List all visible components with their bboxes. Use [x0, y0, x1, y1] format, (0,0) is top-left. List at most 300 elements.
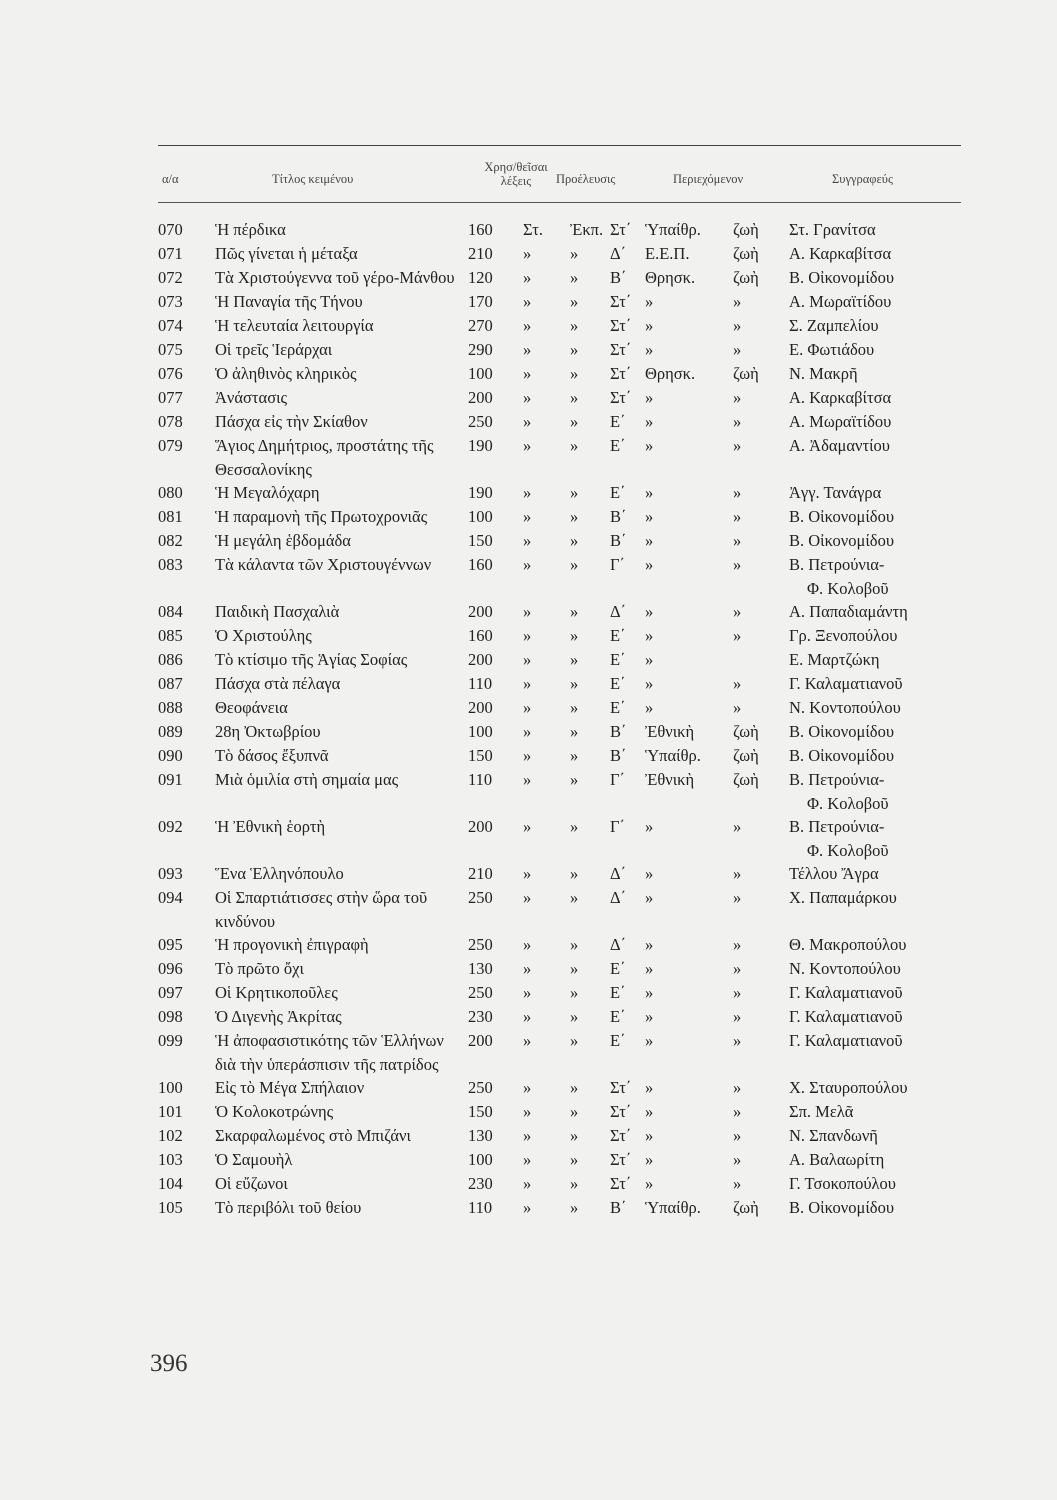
row-life: »: [733, 1031, 742, 1050]
row-author: [789, 1076, 959, 1100]
row-word-count: 190: [468, 436, 493, 455]
row-life: ζωὴ: [733, 364, 759, 383]
row-content: »: [645, 292, 654, 311]
table-row: [0, 529, 1057, 553]
row-origin-1: »: [523, 626, 532, 645]
row-title: Πάσχα στὰ πέλαγα: [215, 674, 341, 693]
table-row: [0, 290, 1057, 314]
row-origin-1: »: [523, 1198, 532, 1217]
row-class: Β΄: [610, 268, 627, 287]
row-title: Ἡ Μεγαλόχαρη: [215, 483, 320, 502]
row-class: Δ΄: [610, 935, 627, 954]
table-row: [0, 1172, 1057, 1196]
table-row: [0, 744, 1057, 768]
row-origin-2: »: [570, 650, 579, 669]
table-row: [0, 933, 1057, 957]
row-origin-2: »: [570, 292, 579, 311]
row-origin-1: »: [523, 935, 532, 954]
row-author: [789, 981, 959, 1005]
row-number: 096: [158, 959, 183, 978]
row-author-line: Στ. Γρανίτσα: [789, 220, 876, 239]
row-number: 088: [158, 698, 183, 717]
row-author-line: Ε. Φωτιάδου: [789, 340, 875, 359]
row-content: »: [645, 1078, 654, 1097]
header-rule: [158, 202, 961, 203]
row-number: 090: [158, 746, 183, 765]
row-author-line: Γ. Καλαματιανοῦ: [789, 983, 903, 1002]
row-author: [789, 696, 959, 720]
table-row: [0, 1029, 1057, 1076]
row-origin-1: »: [523, 770, 532, 789]
row-word-count: 210: [468, 244, 493, 263]
row-number: 071: [158, 244, 183, 263]
row-life: »: [733, 888, 742, 907]
row-life: »: [733, 412, 742, 431]
row-class: Ε΄: [610, 983, 626, 1002]
row-title: Ἡ ἀποφασιστικότης τῶν Ἑλλήνων διὰ τὴν ὑπεράσπισιν τῆς πατρίδος: [215, 1031, 444, 1074]
row-life: »: [733, 316, 742, 335]
header-author: Συγγραφεύς: [832, 172, 893, 186]
row-author: [789, 624, 959, 648]
row-number: 084: [158, 602, 183, 621]
table-row: [0, 886, 1057, 933]
row-number: 082: [158, 531, 183, 550]
row-author: [789, 218, 959, 242]
row-word-count: 160: [468, 555, 493, 574]
table-row: [0, 600, 1057, 624]
row-number: 104: [158, 1174, 183, 1193]
row-life: »: [733, 1174, 742, 1193]
row-word-count: 100: [468, 722, 493, 741]
row-origin-2: »: [570, 959, 579, 978]
table-row: [0, 362, 1057, 386]
row-number: 074: [158, 316, 183, 335]
row-title: Ὁ Διγενὴς Ἀκρίτας: [215, 1007, 342, 1026]
row-origin-1: »: [523, 1126, 532, 1145]
row-life: »: [733, 864, 742, 883]
row-class: Β΄: [610, 531, 627, 550]
row-origin-2: »: [570, 1174, 579, 1193]
row-life: »: [733, 531, 742, 550]
table-row: [0, 434, 1057, 481]
row-number: 079: [158, 436, 183, 455]
header-title: Τίτλος κειμένου: [272, 172, 354, 186]
row-author: [789, 862, 959, 886]
row-content: »: [645, 531, 654, 550]
row-author-line: Α. Καρκαβίτσα: [789, 244, 892, 263]
row-author-line: Σ. Ζαμπελίου: [789, 316, 879, 335]
row-title: Πάσχα εἰς τὴν Σκίαθον: [215, 412, 368, 431]
row-content: »: [645, 935, 654, 954]
table-row: [0, 768, 1057, 815]
row-life: »: [733, 555, 742, 574]
row-author: [789, 553, 959, 600]
row-origin-1: »: [523, 1102, 532, 1121]
row-origin-2: »: [570, 935, 579, 954]
row-author-line: Ν. Κοντοπούλου: [789, 959, 901, 978]
row-origin-1: »: [523, 1078, 532, 1097]
row-origin-2: »: [570, 1078, 579, 1097]
row-origin-1: »: [523, 268, 532, 287]
row-life: »: [733, 698, 742, 717]
table-row: [0, 957, 1057, 981]
row-origin-1: »: [523, 722, 532, 741]
row-life: »: [733, 1007, 742, 1026]
table-row: [0, 218, 1057, 242]
row-title: Οἱ Κρητικοποῦλες: [215, 983, 338, 1002]
row-origin-1: »: [523, 531, 532, 550]
row-number: 101: [158, 1102, 183, 1121]
row-author-line: Α. Καρκαβίτσα: [789, 388, 892, 407]
row-number: 086: [158, 650, 183, 669]
row-author-line: Β. Οἰκονομίδου: [789, 268, 895, 287]
row-class: Στ΄: [610, 364, 632, 383]
row-author-line: Χ. Σταυροπούλου: [789, 1078, 908, 1097]
row-class: Στ΄: [610, 1102, 632, 1121]
row-content: »: [645, 1126, 654, 1145]
row-origin-2: »: [570, 412, 579, 431]
row-word-count: 150: [468, 1102, 493, 1121]
row-origin-2: »: [570, 555, 579, 574]
table-row: [0, 481, 1057, 505]
row-content: Ὑπαίθρ.: [645, 746, 701, 765]
header-origin: Προέλευσις: [556, 172, 616, 186]
table-row: [0, 314, 1057, 338]
row-life: ζωὴ: [733, 1198, 759, 1217]
table-row: [0, 624, 1057, 648]
row-origin-1: »: [523, 674, 532, 693]
row-content: Ὑπαίθρ.: [645, 220, 701, 239]
row-word-count: 230: [468, 1174, 493, 1193]
row-word-count: 130: [468, 1126, 493, 1145]
row-origin-1: »: [523, 698, 532, 717]
table-row: [0, 648, 1057, 672]
row-author-line: Ν. Κοντοπούλου: [789, 698, 901, 717]
row-title: Σκαρφαλωμένος στὸ Μπιζάνι: [215, 1126, 411, 1145]
row-number: 072: [158, 268, 183, 287]
row-author: [789, 1196, 959, 1220]
row-content: »: [645, 1150, 654, 1169]
row-class: Ε΄: [610, 483, 626, 502]
row-origin-1: »: [523, 340, 532, 359]
row-content: »: [645, 1031, 654, 1050]
row-content: »: [645, 674, 654, 693]
row-title: Εἰς τὸ Μέγα Σπήλαιον: [215, 1078, 365, 1097]
row-class: Ε΄: [610, 650, 626, 669]
row-origin-1: »: [523, 650, 532, 669]
row-word-count: 250: [468, 983, 493, 1002]
row-title: Παιδικὴ Πασχαλιὰ: [215, 602, 340, 621]
row-author-line: Γρ. Ξενοπούλου: [789, 626, 898, 645]
row-origin-2: »: [570, 1198, 579, 1217]
row-author-line: Ε. Μαρτζώκη: [789, 650, 880, 669]
row-author-line: Β. Οἰκονομίδου: [789, 531, 895, 550]
row-word-count: 200: [468, 388, 493, 407]
row-class: Β΄: [610, 746, 627, 765]
row-title: Τὰ κάλαντα τῶν Χριστουγέννων: [215, 555, 432, 574]
row-title: Ἀνάστασις: [215, 388, 288, 407]
row-origin-1: Στ.: [523, 220, 544, 239]
row-title: Ὁ Σαμουὴλ: [215, 1150, 293, 1169]
table-row: [0, 815, 1057, 862]
row-life: »: [733, 483, 742, 502]
row-title: Οἱ τρεῖς Ἱεράρχαι: [215, 340, 333, 359]
row-title: Πῶς γίνεται ἡ μέταξα: [215, 244, 358, 263]
row-origin-1: »: [523, 292, 532, 311]
table-body: [0, 218, 1057, 1220]
row-author-line: Β. Πετρούνια-: [789, 770, 885, 789]
row-word-count: 200: [468, 650, 493, 669]
row-origin-2: »: [570, 983, 579, 1002]
table-row: [0, 1100, 1057, 1124]
row-author: [789, 744, 959, 768]
row-content: Θρησκ.: [645, 268, 696, 287]
row-title: Τὰ Χριστούγεννα τοῦ γέρο-Μάνθου: [215, 268, 455, 287]
row-class: Δ΄: [610, 864, 627, 883]
row-number: 105: [158, 1198, 183, 1217]
row-word-count: 110: [468, 770, 493, 789]
row-origin-2: »: [570, 483, 579, 502]
row-author: [789, 648, 959, 672]
header-content: Περιεχόμενον: [673, 172, 744, 186]
row-content: »: [645, 698, 654, 717]
row-word-count: 100: [468, 364, 493, 383]
row-origin-1: »: [523, 983, 532, 1002]
row-origin-1: »: [523, 1174, 532, 1193]
row-author-line: Α. Μωραϊτίδου: [789, 412, 892, 431]
row-life: »: [733, 1078, 742, 1097]
row-author: [789, 1005, 959, 1029]
row-class: Ε΄: [610, 436, 626, 455]
row-class: Στ΄: [610, 220, 632, 239]
row-content: »: [645, 626, 654, 645]
row-word-count: 230: [468, 1007, 493, 1026]
row-title: Ἡ Ἐθνικὴ ἑορτὴ: [215, 817, 326, 836]
page-number: 396: [150, 1350, 188, 1377]
row-author-line: Γ. Καλαματιανοῦ: [789, 1007, 903, 1026]
row-author: [789, 957, 959, 981]
row-origin-2: »: [570, 888, 579, 907]
table-row: [0, 386, 1057, 410]
row-life: »: [733, 959, 742, 978]
row-content: »: [645, 959, 654, 978]
row-origin-1: »: [523, 364, 532, 383]
row-origin-2: »: [570, 340, 579, 359]
row-word-count: 120: [468, 268, 493, 287]
row-number: 092: [158, 817, 183, 836]
row-content: »: [645, 1174, 654, 1193]
table-row: [0, 1124, 1057, 1148]
row-author-line: Α. Ἀδαμαντίου: [789, 436, 890, 455]
row-author-line: Γ. Καλαματιανοῦ: [789, 674, 903, 693]
row-author: [789, 1100, 959, 1124]
row-author-line: Ν. Μακρῆ: [789, 364, 858, 383]
row-class: Ε΄: [610, 959, 626, 978]
row-life: »: [733, 983, 742, 1002]
row-class: Ε΄: [610, 1007, 626, 1026]
row-title: Ἡ παραμονὴ τῆς Πρωτοχρονιᾶς: [215, 507, 428, 526]
row-title: Οἱ Σπαρτιάτισσες στὴν ὥρα τοῦ κινδύνου: [215, 888, 428, 931]
row-word-count: 250: [468, 1078, 493, 1097]
row-origin-1: »: [523, 244, 532, 263]
row-class: Στ΄: [610, 1078, 632, 1097]
row-origin-1: »: [523, 483, 532, 502]
row-number: 103: [158, 1150, 183, 1169]
header-count-line2: λέξεις: [500, 174, 532, 188]
row-content: »: [645, 555, 654, 574]
row-word-count: 110: [468, 1198, 493, 1217]
row-content: »: [645, 1102, 654, 1121]
row-origin-2: »: [570, 268, 579, 287]
row-origin-2: »: [570, 244, 579, 263]
row-word-count: 190: [468, 483, 493, 502]
row-author: [789, 933, 959, 957]
row-life: ζωὴ: [733, 722, 759, 741]
row-origin-2: »: [570, 531, 579, 550]
row-origin-1: »: [523, 388, 532, 407]
row-word-count: 160: [468, 626, 493, 645]
row-origin-2: »: [570, 364, 579, 383]
row-origin-1: »: [523, 555, 532, 574]
row-author-line: Φ. Κολοβοῦ: [807, 840, 889, 860]
row-life: »: [733, 626, 742, 645]
row-author: [789, 886, 959, 910]
row-content: Θρησκ.: [645, 364, 696, 383]
row-title: Ὁ Χριστούλης: [215, 626, 312, 645]
row-origin-2: »: [570, 316, 579, 335]
row-content: »: [645, 436, 654, 455]
row-author-line: Α. Παπαδιαμάντη: [789, 602, 908, 621]
row-life: »: [733, 292, 742, 311]
row-author-line: Θ. Μακροπούλου: [789, 935, 907, 954]
row-content: »: [645, 483, 654, 502]
row-title: Τὸ κτίσιμο τῆς Ἁγίας Σοφίας: [215, 650, 408, 669]
row-word-count: 150: [468, 531, 493, 550]
row-origin-2: »: [570, 1031, 579, 1050]
row-title: Θεοφάνεια: [215, 698, 288, 717]
row-author: [789, 672, 959, 696]
row-word-count: 200: [468, 1031, 493, 1050]
row-class: Ε΄: [610, 412, 626, 431]
row-word-count: 200: [468, 602, 493, 621]
row-number: 076: [158, 364, 183, 383]
row-class: Γ΄: [610, 770, 626, 789]
row-title: Οἱ εὔζωνοι: [215, 1174, 288, 1193]
row-title: Ὁ ἀληθινὸς κληρικὸς: [215, 364, 357, 383]
row-number: 077: [158, 388, 183, 407]
row-number: 070: [158, 220, 183, 239]
row-number: 100: [158, 1078, 183, 1097]
row-author: [789, 338, 959, 362]
row-content: »: [645, 412, 654, 431]
table-row: [0, 1148, 1057, 1172]
row-origin-1: »: [523, 507, 532, 526]
row-origin-1: »: [523, 1007, 532, 1026]
row-life: ζωὴ: [733, 770, 759, 789]
row-class: Δ΄: [610, 244, 627, 263]
row-content: »: [645, 340, 654, 359]
row-title: Ἅγιος Δημήτριος, προστάτης τῆς Θεσσαλονίκης: [215, 436, 434, 479]
table-row: [0, 862, 1057, 886]
row-author-line: Χ. Παπαμάρκου: [789, 888, 897, 907]
row-author-line: Ἀγγ. Τανάγρα: [789, 483, 882, 502]
row-title: Ἡ Παναγία τῆς Τήνου: [215, 292, 363, 311]
row-origin-1: »: [523, 602, 532, 621]
row-word-count: 200: [468, 698, 493, 717]
row-content: »: [645, 817, 654, 836]
header-aa: α/α: [162, 172, 179, 186]
row-content: Ἐθνικὴ: [645, 770, 695, 789]
table-row: [0, 981, 1057, 1005]
row-class: Ε΄: [610, 698, 626, 717]
row-origin-2: »: [570, 1007, 579, 1026]
row-content: »: [645, 888, 654, 907]
row-author: [789, 505, 959, 529]
row-number: 087: [158, 674, 183, 693]
row-word-count: 270: [468, 316, 493, 335]
row-life: »: [733, 340, 742, 359]
row-number: 094: [158, 888, 183, 907]
row-content: »: [645, 983, 654, 1002]
row-title: Ἕνα Ἑλληνόπουλο: [215, 864, 344, 883]
row-number: 093: [158, 864, 183, 883]
row-origin-1: »: [523, 316, 532, 335]
row-class: Ε΄: [610, 626, 626, 645]
row-title: Τὸ πρῶτο ὄχι: [215, 959, 304, 978]
row-author-line: Σπ. Μελᾶ: [789, 1102, 854, 1121]
row-origin-2: »: [570, 746, 579, 765]
row-author-line: Γ. Καλαματιανοῦ: [789, 1031, 903, 1050]
row-number: 081: [158, 507, 183, 526]
row-title: Τὸ περιβόλι τοῦ θείου: [215, 1198, 362, 1217]
row-origin-1: »: [523, 412, 532, 431]
row-word-count: 130: [468, 959, 493, 978]
row-author: [789, 434, 959, 458]
row-author: [789, 720, 959, 744]
row-origin-2: »: [570, 698, 579, 717]
row-content: »: [645, 864, 654, 883]
row-class: Δ΄: [610, 602, 627, 621]
row-class: Στ΄: [610, 316, 632, 335]
row-author-line: Φ. Κολοβοῦ: [807, 578, 889, 598]
row-origin-2: »: [570, 817, 579, 836]
row-class: Στ΄: [610, 388, 632, 407]
row-title: Ἡ μεγάλη ἑβδομάδα: [215, 531, 351, 550]
row-life: ζωὴ: [733, 220, 759, 239]
table-row: [0, 1005, 1057, 1029]
row-class: Στ΄: [610, 1126, 632, 1145]
table-row: [0, 553, 1057, 600]
row-author-line: Γ. Τσοκοπούλου: [789, 1174, 896, 1193]
row-author-line: Β. Οἰκονομίδου: [789, 746, 895, 765]
row-word-count: 100: [468, 1150, 493, 1169]
row-class: Ε΄: [610, 674, 626, 693]
table-row: [0, 266, 1057, 290]
row-life: ζωὴ: [733, 268, 759, 287]
row-life: »: [733, 674, 742, 693]
row-content: »: [645, 507, 654, 526]
row-author: [789, 1124, 959, 1148]
row-author: [789, 815, 959, 862]
row-author-line: Β. Οἰκονομίδου: [789, 1198, 895, 1217]
row-author: [789, 242, 959, 266]
row-origin-2: »: [570, 436, 579, 455]
row-class: Δ΄: [610, 888, 627, 907]
row-origin-1: »: [523, 959, 532, 978]
row-author: [789, 1029, 959, 1053]
row-origin-2: »: [570, 1150, 579, 1169]
row-content: »: [645, 650, 654, 669]
